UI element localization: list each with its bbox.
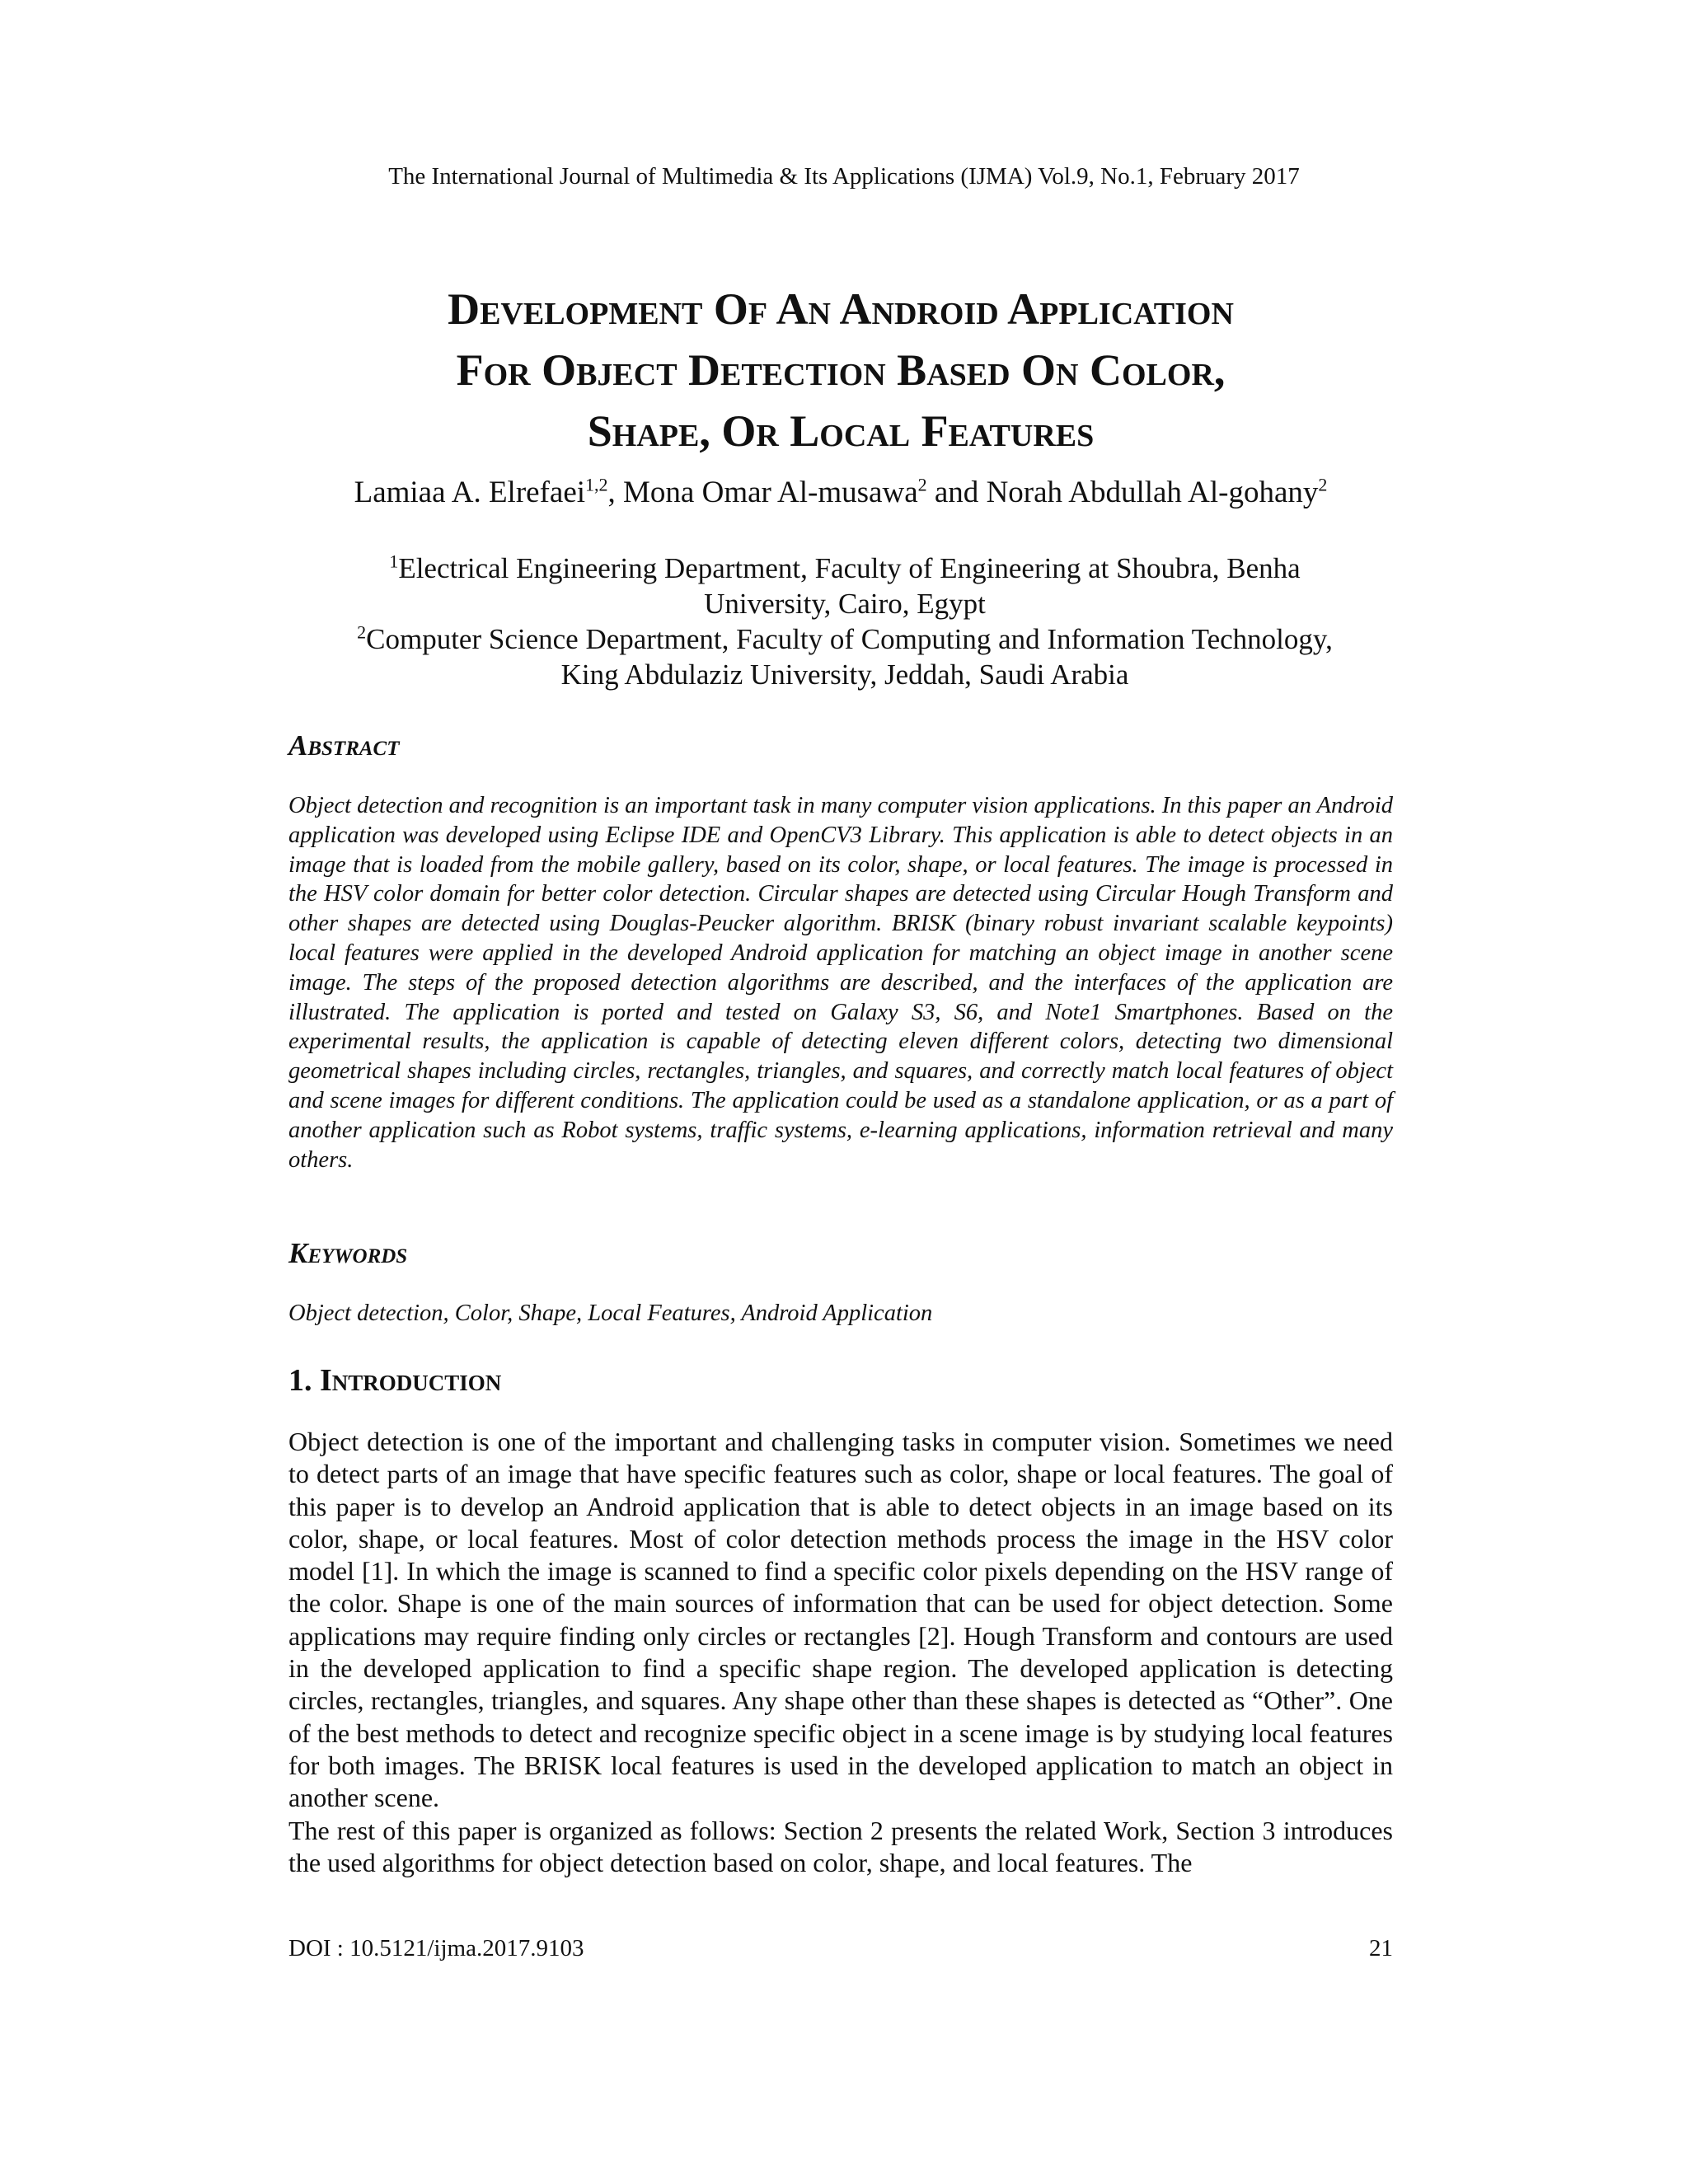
author-name: Mona Omar Al-musawa <box>623 476 918 509</box>
affiliation-line: King Abdulaziz University, Jeddah, Saudi Arabia <box>560 658 1129 691</box>
author-affiliation-mark: 1,2 <box>585 474 608 495</box>
affiliation-1 <box>214 551 1475 621</box>
affiliations <box>214 551 1475 692</box>
author-name: Norah Abdullah Al-gohany <box>986 476 1319 509</box>
keywords-text: Object detection, Color, Shape, Local Features, Android Application <box>288 1301 933 1326</box>
introduction-paragraph-2: The rest of this paper is organized as follows: Section 2 presents the related Work, Section 3 introduces the used algorithms for object detection based on color, shape, and local features. The <box>288 1815 1393 1877</box>
introduction-body <box>288 1426 1393 1879</box>
introduction-heading: 1. Introduction <box>288 1363 502 1398</box>
paper-title <box>247 279 1434 462</box>
affiliation-mark: 1 <box>389 551 399 572</box>
abstract-heading: Abstract <box>288 729 400 762</box>
page-number: 21 <box>1369 1935 1393 1961</box>
affiliation-line: Computer Science Department, Faculty of Computing and Information Technology, <box>366 623 1333 655</box>
affiliation-mark: 2 <box>357 621 367 643</box>
title-line-3: Shape, Or Local Features <box>587 406 1095 456</box>
affiliation-2 <box>214 621 1475 692</box>
author-affiliation-mark: 2 <box>917 474 927 495</box>
running-header: The International Journal of Multimedia & Its Applications (IJMA) Vol.9, No.1, February 2017 <box>388 163 1300 190</box>
abstract-text: Object detection and recognition is an important task in many computer vision applications. In this paper an Android application was developed using Eclipse IDE and OpenCV3 Library. This application is able to detect objects in an image that is loaded from the mobile gallery, based on its color, shape, or local features. The image is processed in the HSV color domain for better color detection. Circular shapes are detected using Circular Hough Transform and other shapes are detected using Douglas-Peucker algorithm. BRISK (binary robust invariant scalable keypoints) local features were applied in the developed Android application for matching an object image in another scene image. The steps of the proposed detection algorithms are described, and the interfaces of the application are illustrated. The application is ported and tested on Galaxy S3, S6, and Note1 Smartphones. Based on the experimental results, the application is capable of detecting eleven different colors, detecting two dimensional geometrical shapes including circles, rectangles, triangles, and squares, and correctly match local features of object and scene images for different conditions. The application could be used as a standalone application, or as a part of another application such as Robot systems, traffic systems, e-learning applications, information retrieval and many others. <box>288 793 1393 1173</box>
affiliation-line: University, Cairo, Egypt <box>704 588 986 620</box>
keywords-heading: Keywords <box>288 1237 408 1269</box>
author-list <box>165 473 1517 513</box>
title-line-2: For Object Detection Based On Color, <box>456 345 1226 395</box>
author-name: Lamiaa A. Elrefaei <box>354 476 586 509</box>
author-affiliation-mark: 2 <box>1318 474 1328 495</box>
author-separator: and <box>926 476 987 509</box>
introduction-paragraph-1: Object detection is one of the important and challenging tasks in computer vision. Sometimes we need to detect parts of an image that have specific features such as color, shape or local features. The goal of this paper is to develop an Android application that is able to detect objects in an image based on its color, shape, or local features. Most of color detection methods process the image in the HSV color model [1]. In which the image is scanned to find a specific color pixels depending on the HSV range of the color. Shape is one of the main sources of information that can be used for object detection. Some applications may require finding only circles or rectangles [2]. Hough Transform and contours are used in the developed application to find a specific shape region. The developed application is detecting circles, rectangles, triangles, and squares. Any shape other than these shapes is detected as “Other”. One of the best methods to detect and recognize specific object in a scene image is by studying local features for both images. The BRISK local features is used in the developed application to match an object in another scene. <box>288 1427 1393 1813</box>
author-separator: , <box>607 476 624 509</box>
title-line-1: Development Of An Android Application <box>448 284 1234 334</box>
footer-doi: DOI : 10.5121/ijma.2017.9103 <box>288 1935 584 1961</box>
affiliation-line: Electrical Engineering Department, Faculty of Engineering at Shoubra, Benha <box>398 552 1301 584</box>
